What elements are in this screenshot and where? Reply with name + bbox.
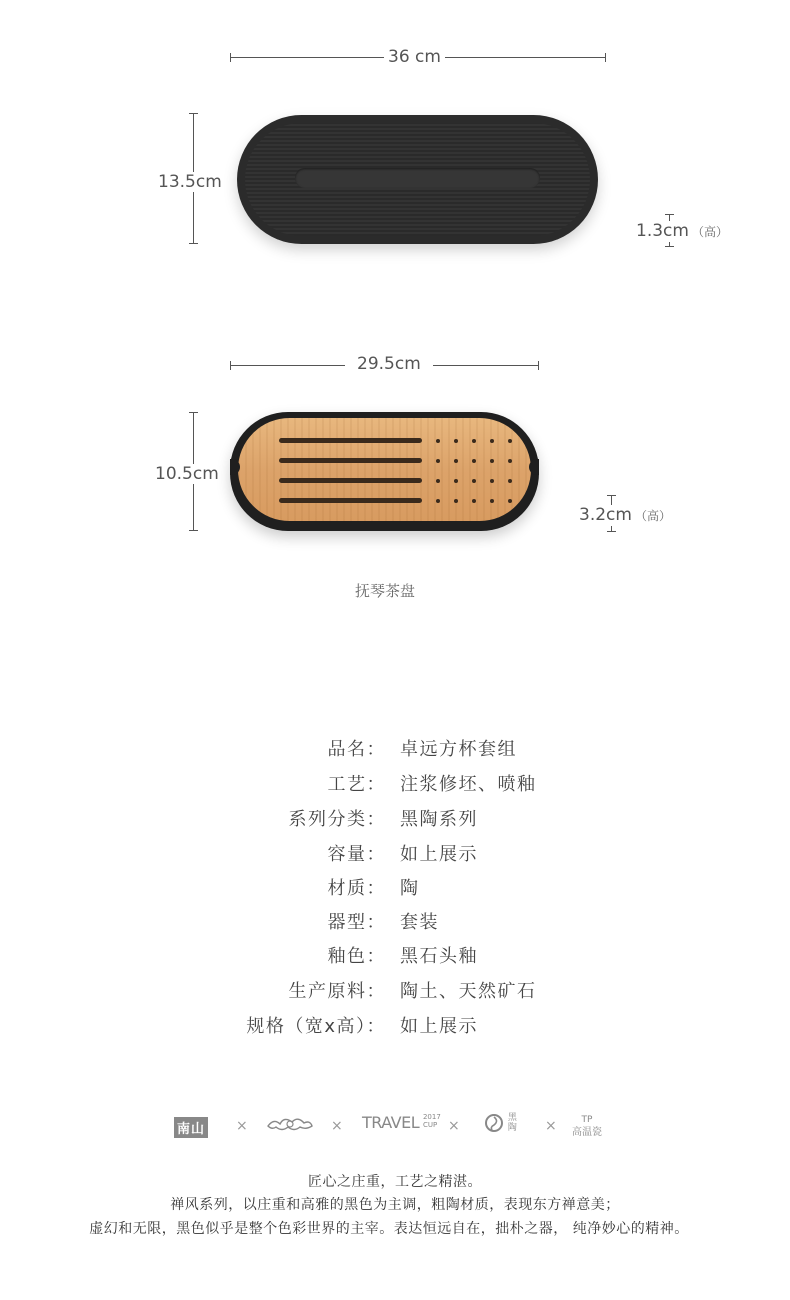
tray1-width-tick-right bbox=[605, 53, 606, 62]
spec-key: 规格（宽x高）： bbox=[246, 1016, 386, 1037]
brand-tp-text: TP bbox=[581, 1115, 593, 1125]
drain-hole bbox=[490, 479, 494, 483]
drain-slot bbox=[279, 438, 422, 443]
drain-hole bbox=[472, 479, 476, 483]
tray2-depth-tick-bottom bbox=[189, 530, 198, 531]
spec-value: 黑石头釉 bbox=[400, 946, 478, 967]
brand-travel-year: 2017 bbox=[422, 1113, 441, 1121]
spec-key: 器型： bbox=[327, 912, 386, 933]
spec-value: 黑陶系列 bbox=[400, 809, 478, 830]
brand-cloud-logo bbox=[266, 1114, 314, 1137]
spec-key: 容量： bbox=[327, 844, 386, 865]
drain-hole bbox=[508, 459, 512, 463]
drain-hole bbox=[436, 439, 440, 443]
tray1-width-label: 36 cm bbox=[384, 47, 445, 67]
tray1-height-tick-bottom bbox=[665, 246, 674, 247]
drain-hole bbox=[490, 459, 494, 463]
spec-value: 陶土、天然矿石 bbox=[400, 981, 537, 1002]
spec-row-form bbox=[0, 908, 790, 938]
brand-nanshan-logo bbox=[174, 1117, 208, 1138]
drain-hole bbox=[472, 459, 476, 463]
spec-value: 注浆修坯、喷釉 bbox=[400, 774, 537, 795]
tray2-height-label: 3.2cm （高） bbox=[579, 505, 671, 525]
footer-line-2: 禅风系列，以庄重和高雅的黑色为主调，粗陶材质，表现东方禅意美； bbox=[170, 1197, 620, 1213]
tray1-depth-label: 13.5cm bbox=[158, 172, 222, 192]
brand-tp-logo bbox=[572, 1113, 602, 1138]
drain-slot bbox=[279, 478, 422, 483]
tray2-width-label: 29.5cm bbox=[345, 354, 433, 374]
spec-value: 如上展示 bbox=[400, 844, 478, 865]
brand-travel-text: TRAVEL bbox=[362, 1113, 420, 1132]
spec-row-material bbox=[0, 874, 790, 904]
drain-slot bbox=[279, 458, 422, 463]
drain-hole bbox=[454, 439, 458, 443]
spec-key: 材质： bbox=[327, 878, 386, 899]
brand-separator: × bbox=[331, 1118, 343, 1134]
tray1-height-tick-top bbox=[665, 214, 674, 215]
brand-travel-cup-logo bbox=[362, 1113, 441, 1132]
spec-value: 陶 bbox=[400, 878, 420, 899]
drain-hole bbox=[490, 499, 494, 503]
spec-key: 生产原料： bbox=[288, 981, 386, 1002]
drain-hole bbox=[436, 479, 440, 483]
brand-tp-subtext: 高温瓷 bbox=[572, 1127, 602, 1138]
spec-row-size bbox=[0, 1012, 790, 1042]
drain-hole bbox=[436, 499, 440, 503]
drain-hole bbox=[508, 479, 512, 483]
spec-row-glaze bbox=[0, 942, 790, 972]
brand-heitao-logo bbox=[484, 1113, 517, 1133]
brand-travel-cup: CUP bbox=[422, 1121, 438, 1129]
brand-separator: × bbox=[545, 1118, 557, 1134]
spec-row-raw-materials bbox=[0, 977, 790, 1007]
black-tea-tray-image bbox=[237, 115, 598, 244]
cloud-icon bbox=[266, 1114, 314, 1134]
spec-row-name bbox=[0, 735, 790, 765]
tray2-depth-tick-top bbox=[189, 412, 198, 413]
tray2-depth-label: 10.5cm bbox=[155, 464, 219, 484]
spec-value: 套装 bbox=[400, 912, 439, 933]
drain-hole bbox=[508, 439, 512, 443]
spec-value: 卓远方杯套组 bbox=[400, 739, 517, 760]
spec-value: 如上展示 bbox=[400, 1016, 478, 1037]
tray2-width-tick-left bbox=[230, 361, 231, 370]
drain-hole bbox=[472, 439, 476, 443]
drain-hole bbox=[454, 479, 458, 483]
brand-heitao-line2: 陶 bbox=[507, 1123, 517, 1133]
bamboo-tea-tray-image bbox=[230, 412, 539, 531]
drain-slot bbox=[279, 498, 422, 503]
drain-hole bbox=[472, 499, 476, 503]
spec-row-craft bbox=[0, 770, 790, 800]
tray2-height-tick-top bbox=[607, 495, 616, 496]
drain-hole bbox=[436, 459, 440, 463]
drain-hole bbox=[508, 499, 512, 503]
spec-key: 系列分类： bbox=[288, 809, 386, 830]
tray1-width-tick-left bbox=[230, 53, 231, 62]
spec-row-series bbox=[0, 805, 790, 835]
spec-key: 工艺： bbox=[327, 774, 386, 795]
spec-key: 釉色： bbox=[327, 946, 386, 967]
tray1-depth-tick-bottom bbox=[189, 243, 198, 244]
tray2-right-handle-notch bbox=[529, 459, 539, 475]
brand-separator: × bbox=[236, 1118, 248, 1134]
drain-hole bbox=[454, 459, 458, 463]
footer-line-1: 匠心之庄重，工艺之精湛。 bbox=[308, 1174, 482, 1190]
tray1-depth-tick-top bbox=[189, 113, 198, 114]
drain-hole bbox=[454, 499, 458, 503]
brand-separator: × bbox=[448, 1118, 460, 1134]
spec-key: 品名： bbox=[327, 739, 386, 760]
tray2-width-tick-right bbox=[538, 361, 539, 370]
bamboo-top-panel bbox=[238, 418, 531, 521]
spec-row-capacity bbox=[0, 840, 790, 870]
tray1-center-groove bbox=[295, 168, 540, 188]
tray2-height-tick-bottom bbox=[607, 531, 616, 532]
swirl-icon bbox=[484, 1113, 504, 1133]
product-caption: 抚琴茶盘 bbox=[354, 582, 415, 600]
tray1-height-label: 1.3cm （高） bbox=[636, 221, 728, 241]
brand-heitao-line1: 黑 bbox=[507, 1113, 517, 1123]
footer-line-3: 虚幻和无限，黑色似乎是整个色彩世界的主宰。表达恒远自在，拙朴之器， 纯净妙心的精神。 bbox=[89, 1221, 689, 1237]
drain-hole bbox=[490, 439, 494, 443]
brand-nanshan-text: 南山 bbox=[174, 1117, 208, 1138]
